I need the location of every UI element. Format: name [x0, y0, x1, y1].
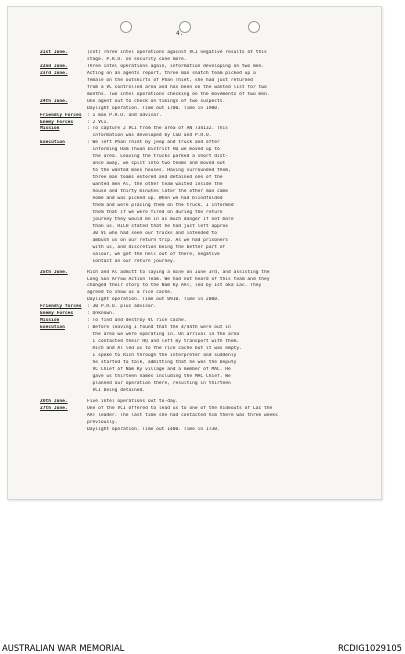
- footer-right: RCDIG1029105: [338, 643, 402, 653]
- report-text: planned our operation there, resulting in thirteen: [87, 380, 231, 386]
- report-line: [40, 161, 374, 168]
- report-line: [40, 78, 374, 85]
- report-text: : Unknown.: [87, 311, 115, 317]
- report-line: [40, 238, 374, 245]
- date-label: 27th June.: [40, 405, 68, 411]
- report-line: [40, 388, 374, 395]
- report-line: [40, 210, 374, 217]
- date-label: 25th June.: [40, 269, 68, 275]
- indent-spacer: [40, 175, 87, 182]
- report-line: [40, 203, 374, 210]
- report-text: Daylight operation. Time out 0910. Time in 2000.: [87, 297, 220, 303]
- typed-report: [40, 50, 374, 433]
- indent-spacer: [40, 252, 87, 259]
- section-label: Friendly Forces: [40, 112, 82, 118]
- report-line: [40, 318, 374, 325]
- date-label: 26th June.: [40, 398, 68, 404]
- indent-spacer: [40, 133, 87, 140]
- report-text: I spoke to Rich through the interpreter and suddenly: [87, 352, 237, 358]
- indent-spacer: [40, 259, 87, 266]
- report-text: AAT leader. The last time she had contacted him there was three weeks: [87, 412, 278, 418]
- indent-spacer: [40, 154, 87, 161]
- report-line: [40, 154, 374, 161]
- report-text: One agent out to check on timings of two suspects.: [87, 98, 226, 104]
- report-line: [40, 332, 374, 339]
- report-line: [40, 71, 374, 78]
- report-line: [40, 147, 374, 154]
- report-line: [40, 175, 374, 182]
- date-label: 22nd June.: [40, 63, 68, 69]
- report-line: [40, 57, 374, 64]
- indent-spacer: [40, 85, 87, 92]
- report-line: [40, 290, 374, 297]
- report-text: contact on our return journey.: [87, 258, 176, 264]
- report-text: Rich and Al led us to the rice cache but it was empty.: [87, 346, 242, 352]
- footer-left: AUSTRALIAN WAR MEMORIAL: [2, 643, 125, 653]
- report-text: informing Ham Thuan District HQ we moved up to: [87, 147, 220, 153]
- report-text: Long Son Arrow Action Team. We had not heard of this team and they: [87, 276, 270, 282]
- report-text: : To capture 2 VCI from the area of AN 734132. This: [87, 126, 229, 132]
- report-text: Acting on an agents report, three man snatch team picked up a: [87, 70, 256, 76]
- indent-spacer: [40, 245, 87, 252]
- section-label: Execution: [40, 140, 65, 146]
- report-text: information was developed by CSD and P.R.U.: [87, 133, 212, 139]
- report-line: [40, 367, 374, 374]
- report-text: three man teams entered and detained one of the: [87, 175, 223, 181]
- report-line: [40, 252, 374, 259]
- report-line: [40, 140, 374, 147]
- report-text: them that if we were fired on during the return: [87, 209, 223, 215]
- indent-spacer: [40, 290, 87, 297]
- indent-spacer: [40, 57, 87, 64]
- indent-spacer: [40, 353, 87, 360]
- report-text: home and was picked up. When we had blindfolded: [87, 196, 223, 202]
- report-line: [40, 283, 374, 290]
- report-line: [40, 168, 374, 175]
- report-text: (cnt) Three intel operations against VCI negative results at this: [87, 50, 267, 55]
- indent-spacer: [40, 381, 87, 388]
- indent-spacer: [40, 203, 87, 210]
- punch-hole: [120, 21, 132, 33]
- report-line: [40, 304, 374, 311]
- report-text: VC Chief of Nam Ky village and a member of MAC. He: [87, 366, 231, 372]
- report-text: female on the outskirts of Phan Thiet, she had just returned: [87, 77, 253, 83]
- report-line: [40, 399, 374, 406]
- report-text: than us. RICH stated that he had just left approx: [87, 223, 229, 229]
- report-line: [40, 381, 374, 388]
- report-text: : Before leaving I found that the 4/44th were out in: [87, 325, 231, 331]
- report-text: I contacted their HQ and left my transport with them.: [87, 339, 240, 345]
- report-text: changed their story to the Nam Ky AAT, led by 1st aka Lac. They: [87, 283, 262, 289]
- indent-spacer: [40, 217, 87, 224]
- report-line: [40, 85, 374, 92]
- date-label: 21st June.: [40, 50, 68, 55]
- report-line: [40, 106, 374, 113]
- date-label: 23rd June.: [40, 70, 68, 76]
- indent-spacer: [40, 196, 87, 203]
- indent-spacer: [40, 420, 87, 427]
- report-text: with us, and discretion being the better part of: [87, 244, 226, 250]
- indent-spacer: [40, 210, 87, 217]
- report-text: Three intel operations again, information developing on two men.: [87, 63, 265, 69]
- report-text: wanted men Al, the other team waited inside the: [87, 182, 223, 188]
- report-line: [40, 133, 374, 140]
- report-text: ance away, we split into two teams and moved out: [87, 161, 226, 167]
- report-text: Five intel operations out to-day.: [87, 398, 179, 404]
- report-line: [40, 346, 374, 353]
- report-text: : 2 VCI.: [87, 119, 110, 125]
- report-text: : To find and destroy VC rice cache.: [87, 318, 187, 324]
- indent-spacer: [40, 92, 87, 99]
- section-label: Mission: [40, 318, 60, 324]
- report-text: he started to talk, admitting that he was the Deputy: [87, 359, 237, 365]
- report-text: journey they would be in as much danger if not more: [87, 216, 234, 222]
- report-text: valour, we got the hell out of there, negative: [87, 251, 220, 257]
- report-line: [40, 420, 374, 427]
- indent-spacer: [40, 106, 87, 113]
- indent-spacer: [40, 413, 87, 420]
- report-line: [40, 120, 374, 127]
- report-line: [40, 277, 374, 284]
- indent-spacer: [40, 147, 87, 154]
- report-text: gave us thirteen names including the MAC Chief. We: [87, 373, 231, 379]
- report-line: [40, 311, 374, 318]
- report-line: [40, 297, 374, 304]
- report-line: [40, 374, 374, 381]
- report-line: [40, 64, 374, 71]
- indent-spacer: [40, 189, 87, 196]
- indent-spacer: [40, 182, 87, 189]
- report-text: months. Two intel operations checking on the movements of two men.: [87, 91, 270, 97]
- indent-spacer: [40, 388, 87, 395]
- report-line: [40, 360, 374, 367]
- section-label: Enemy Forces: [40, 311, 74, 317]
- report-text: Daylight operation. Time out 1400. Time in 1730.: [87, 426, 220, 432]
- section-label: Friendly forces: [40, 304, 82, 310]
- section-label: Mission: [40, 126, 60, 132]
- report-text: Rich and Al admitt to laying a mine on June 3rd, and assisting the: [87, 269, 270, 275]
- report-text: previously.: [87, 419, 118, 425]
- report-text: 30 VC who had seen our trucks and intended to: [87, 230, 217, 236]
- indent-spacer: [40, 231, 87, 238]
- report-line: [40, 224, 374, 231]
- report-line: [40, 413, 374, 420]
- indent-spacer: [40, 168, 87, 175]
- indent-spacer: [40, 374, 87, 381]
- section-label: Execution: [40, 325, 65, 331]
- report-text: the area we were operating in. On arrival in the area: [87, 332, 240, 338]
- report-line: [40, 339, 374, 346]
- indent-spacer: [40, 238, 87, 245]
- report-line: [40, 406, 374, 413]
- report-text: stage. P.R.U. on security cone more.: [87, 56, 187, 62]
- report-line: [40, 92, 374, 99]
- archive-footer: [0, 643, 405, 654]
- report-line: [40, 113, 374, 120]
- report-line: [40, 182, 374, 189]
- report-line: [40, 270, 374, 277]
- report-line: [40, 126, 374, 133]
- report-text: : 30 P.R.U. plus advisor.: [87, 304, 157, 310]
- report-line: [40, 231, 374, 238]
- report-text: VCI being detained.: [87, 387, 146, 393]
- report-text: to the wanted mans houses. Having surrounded them,: [87, 168, 231, 174]
- indent-spacer: [40, 297, 87, 304]
- report-text: from a VC controlled area and has been on the wanted list for two: [87, 84, 267, 90]
- report-line: [40, 325, 374, 332]
- report-text: house and thirty minutes later the other man came: [87, 189, 229, 195]
- date-label: 24th June.: [40, 98, 68, 104]
- indent-spacer: [40, 360, 87, 367]
- report-text: ambush us on our return trip. As we had prisoners: [87, 237, 229, 243]
- report-line: [40, 259, 374, 266]
- indent-spacer: [40, 427, 87, 434]
- indent-spacer: [40, 339, 87, 346]
- punch-hole: [248, 21, 260, 33]
- report-line: [40, 245, 374, 252]
- report-line: [40, 99, 374, 106]
- indent-spacer: [40, 346, 87, 353]
- report-text: the area. Leaving the trucks parked a short dist-: [87, 154, 229, 160]
- report-text: One of the VCI offered to lead us to one of the hideouts of Lac the: [87, 405, 273, 411]
- indent-spacer: [40, 283, 87, 290]
- report-text: them and were placing them on the truck, I informed: [87, 202, 234, 208]
- indent-spacer: [40, 367, 87, 374]
- section-label: Enemy Forces: [40, 119, 74, 125]
- indent-spacer: [40, 332, 87, 339]
- report-text: Daylight operation. Time out 1700. Time in 1900.: [87, 105, 220, 111]
- report-text: agreed to show us a rice cache.: [87, 290, 173, 296]
- report-line: [40, 189, 374, 196]
- report-line: [40, 196, 374, 203]
- report-line: [40, 50, 374, 57]
- indent-spacer: [40, 161, 87, 168]
- report-line: [40, 427, 374, 434]
- report-line: [40, 217, 374, 224]
- indent-spacer: [40, 277, 87, 284]
- report-text: : We left Phan Thiet by jeep and truck and after: [87, 140, 220, 146]
- indent-spacer: [40, 224, 87, 231]
- report-line: [40, 353, 374, 360]
- report-text: : 1 man P.R.U. and advisor.: [87, 112, 162, 118]
- indent-spacer: [40, 78, 87, 85]
- page-number: 4.: [176, 30, 184, 37]
